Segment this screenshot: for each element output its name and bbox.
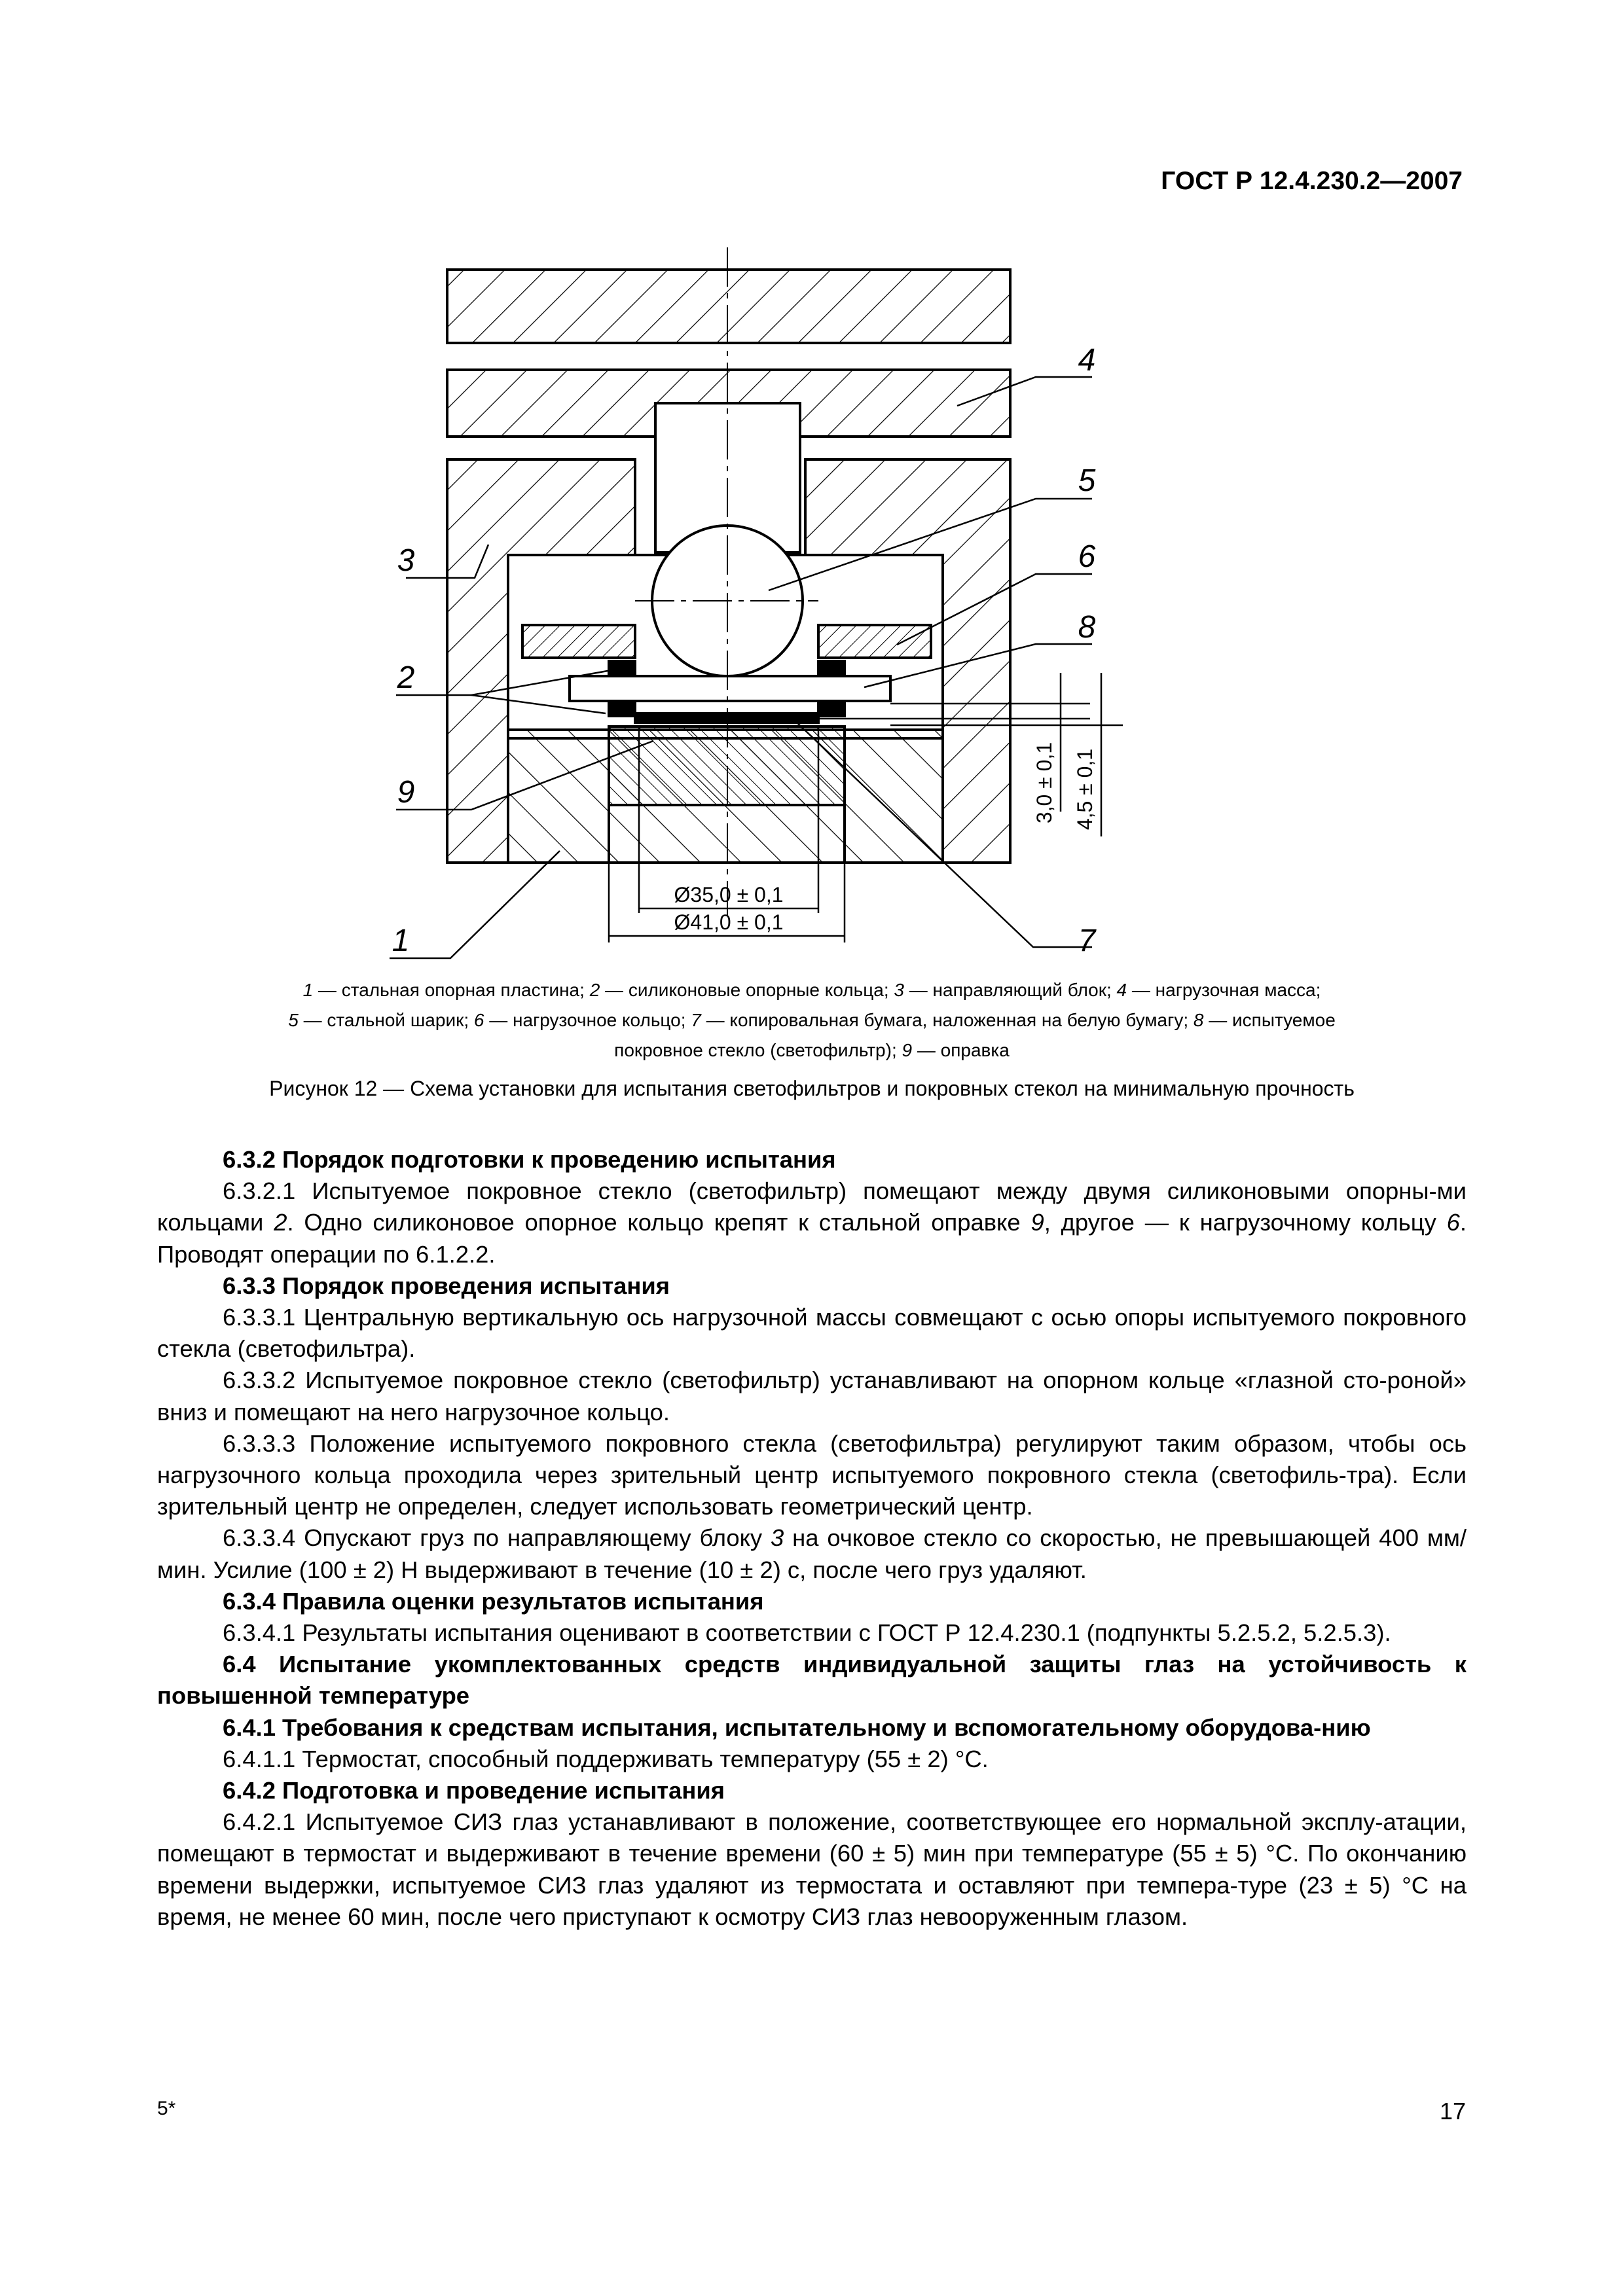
legend-text: — копировальная бумага, наложенная на белую бумагу; bbox=[701, 1010, 1194, 1030]
dim-inner-diameter: Ø35,0 ± 0,1 bbox=[674, 883, 784, 906]
text-run: 6.3.2.1 Испытуемое покровное стекло (светофильтр) помещают между двумя силиконовыми опорны-ми кольцами bbox=[157, 1177, 1467, 1236]
legend-line bbox=[157, 975, 1467, 1005]
legend-line bbox=[157, 1035, 1467, 1066]
paragraph bbox=[157, 1302, 1467, 1365]
legend-text: — оправка bbox=[912, 1040, 1010, 1060]
text-run: 6.4.2 Подготовка и проведение испытания bbox=[223, 1777, 725, 1804]
text-run: 6 bbox=[1446, 1209, 1460, 1236]
section-heading bbox=[157, 1775, 1467, 1806]
text-run: 6.4 Испытание укомплектованных средств индивидуальной защиты глаз на устойчивость к повышенной температуре bbox=[157, 1651, 1467, 1710]
callout-8: 8 bbox=[1078, 610, 1096, 645]
legend-number: 6 bbox=[473, 1010, 484, 1030]
figure-caption: Рисунок 12 — Схема установки для испытания светофильтров и покровных стекол на минимальную прочность bbox=[269, 1077, 1355, 1100]
silicone-ring-top-left bbox=[609, 661, 635, 675]
footer-mark: 5* bbox=[157, 2098, 176, 2119]
test-glass bbox=[570, 676, 890, 701]
paragraph bbox=[157, 1522, 1467, 1585]
legend-text: — стальная опорная пластина; bbox=[313, 980, 590, 1000]
legend-text: — стальной шарик; bbox=[298, 1010, 474, 1030]
paragraph bbox=[157, 1744, 1467, 1775]
text-run: 9 bbox=[1030, 1209, 1044, 1236]
text-run: 6.3.3 Порядок проведения испытания bbox=[223, 1272, 670, 1299]
text-run: . Одно силиконовое опорное кольцо крепят к стальной оправке bbox=[287, 1209, 1031, 1236]
section-heading bbox=[157, 1649, 1467, 1712]
body-text bbox=[157, 1144, 1467, 1933]
text-run: на очковое стекло со скоростью, не превышающей 400 мм/мин. Усилие (100 ± 2) Н выдерживают в течение (10 ± 2) с, после чего груз удаляют. bbox=[157, 1524, 1467, 1583]
callout-5: 5 bbox=[1078, 463, 1096, 498]
section-heading bbox=[157, 1712, 1467, 1744]
text-run: 6.3.4.1 Результаты испытания оценивают в соответствии с ГОСТ Р 12.4.230.1 (подпункты 5.2.5.2, 5.2.5.3). bbox=[223, 1619, 1391, 1647]
legend-number: 3 bbox=[894, 980, 904, 1000]
base-plate-left bbox=[508, 730, 609, 863]
text-run: 6.3.3.3 Положение испытуемого покровного стекла (светофильтра) регулируют таким образом, чтобы ось нагрузочного кольца проходила через зрительный центр испытуемого покровного стекла (светофиль-тра). Если зрительный центр не определен, следует использовать геометрический центр. bbox=[157, 1429, 1467, 1520]
callout-4: 4 bbox=[1078, 343, 1096, 378]
figure-legend bbox=[157, 975, 1467, 1066]
text-run: 6.4.1 Требования к средствам испытания, испытательному и вспомогательному оборудова-нию bbox=[223, 1713, 1371, 1741]
base-plate-right bbox=[845, 730, 943, 863]
silicone-ring-bottom-right bbox=[818, 702, 845, 716]
paragraph bbox=[157, 1428, 1467, 1523]
text-run: 6.4.1.1 Термостат, способный поддерживать температуру (55 ± 2) °С. bbox=[223, 1745, 989, 1772]
legend-number: 7 bbox=[691, 1010, 701, 1030]
legend-number: 2 bbox=[589, 980, 600, 1000]
loading-ring-left bbox=[522, 625, 635, 658]
dim-gap-3: 3,0 ± 0,1 bbox=[1032, 742, 1056, 824]
test-rig-drawing bbox=[367, 236, 1152, 969]
text-run: 6.3.2 Порядок подготовки к проведению испытания bbox=[223, 1146, 836, 1173]
callout-3: 3 bbox=[397, 543, 415, 578]
section-heading bbox=[157, 1586, 1467, 1617]
legend-number: 9 bbox=[902, 1040, 913, 1060]
dim-gap-4-5: 4,5 ± 0,1 bbox=[1073, 748, 1097, 831]
paragraph bbox=[157, 1806, 1467, 1933]
text-run: 6.4.2.1 Испытуемое СИЗ глаз устанавливают в положение, соответствующее его нормальной эксплу-атации, помещают в термостат и выдерживают в течение времени (60 ± 5) мин при температуре (55 ± 5) °С. По окончанию времени выдержки, испытуемое СИЗ глаз удаляют из термостата и оставляют при темпера-туре (23 ± 5) °С на время, не менее 60 мин, после чего приступают к осмотру СИЗ глаз невооруженным глазом. bbox=[157, 1808, 1467, 1930]
text-run: 6.3.3.2 Испытуемое покровное стекло (светофильтр) устанавливают на опорном кольце «глазной сто-роной» вниз и помещают на него нагрузочное кольцо. bbox=[157, 1367, 1467, 1426]
paragraph bbox=[157, 1365, 1467, 1427]
loading-ring-right bbox=[818, 625, 931, 658]
legend-text: — нагрузочное кольцо; bbox=[484, 1010, 691, 1030]
legend-number: 4 bbox=[1116, 980, 1127, 1000]
legend-text: — направляющий блок; bbox=[903, 980, 1117, 1000]
text-run: 6.3.4 Правила оценки результатов испытания bbox=[223, 1587, 764, 1615]
callout-1: 1 bbox=[392, 924, 410, 958]
text-run: , другое — к нагрузочному кольцу bbox=[1044, 1209, 1447, 1236]
section-heading bbox=[157, 1270, 1467, 1302]
callout-7: 7 bbox=[1078, 924, 1096, 958]
paragraph bbox=[157, 1175, 1467, 1270]
section-heading bbox=[157, 1144, 1467, 1175]
text-run: . Проводят операции по 6.1.2.2. bbox=[157, 1209, 1467, 1268]
legend-number: 1 bbox=[302, 980, 314, 1000]
paragraph bbox=[157, 1617, 1467, 1649]
text-run: 6.3.3.4 Опускают груз по направляющему блоку bbox=[223, 1524, 771, 1552]
legend-number: 8 bbox=[1193, 1010, 1204, 1030]
legend-text: — силиконовые опорные кольца; bbox=[600, 980, 894, 1000]
text-run: 6.3.3.1 Центральную вертикальную ось нагрузочной массы совмещают с осью опоры испытуемого покровного стекла (светофильтра). bbox=[157, 1304, 1467, 1363]
text-run: 3 bbox=[771, 1524, 784, 1552]
legend-number: 5 bbox=[288, 1010, 299, 1030]
page-number: 17 bbox=[1439, 2098, 1466, 2125]
callout-2: 2 bbox=[397, 660, 415, 695]
legend-text: — нагрузочная масса; bbox=[1127, 980, 1321, 1000]
callout-9: 9 bbox=[397, 775, 415, 810]
callout-6: 6 bbox=[1078, 539, 1096, 574]
legend-text: — испытуемое bbox=[1203, 1010, 1336, 1030]
legend-text: покровное стекло (светофильтр); bbox=[614, 1040, 902, 1060]
text-run: 2 bbox=[274, 1209, 287, 1236]
top-plate bbox=[447, 270, 1010, 343]
silicone-ring-bottom-left bbox=[609, 702, 635, 716]
legend-line bbox=[157, 1005, 1467, 1035]
document-id: ГОСТ Р 12.4.230.2—2007 bbox=[1161, 167, 1463, 195]
dim-outer-diameter: Ø41,0 ± 0,1 bbox=[674, 910, 784, 934]
silicone-ring-top-right bbox=[818, 661, 845, 675]
